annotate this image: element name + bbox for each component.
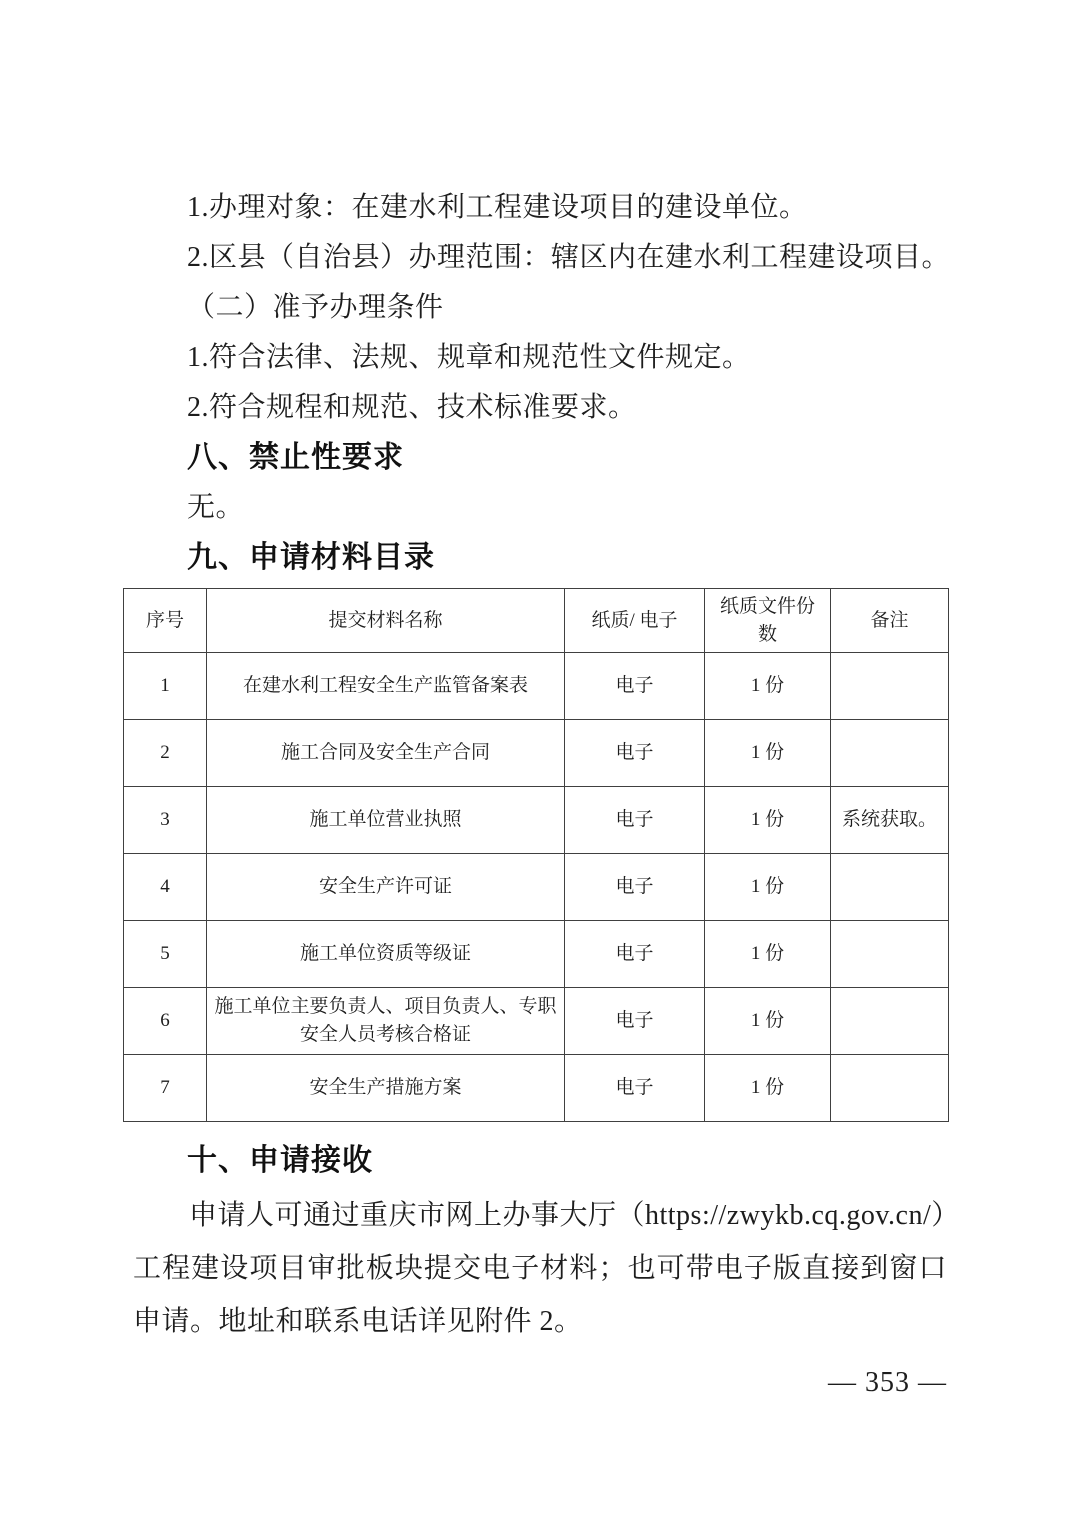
bottom-paragraph-block — [123, 1136, 960, 1398]
table-row — [124, 653, 949, 720]
paragraph-line: 申请。地址和联系电话详见附件 2。 — [133, 1306, 583, 1337]
table-row — [124, 787, 949, 854]
cell-name: 施工单位主要负责人、项目负责人、专职安全人员考核合格证 — [207, 988, 565, 1055]
cell-remark — [831, 921, 949, 988]
cell-copies: 1 份 — [705, 653, 831, 720]
materials-table — [123, 588, 949, 1122]
header-cell-name: 提交材料名称 — [207, 589, 565, 653]
header-cell-remark: 备注 — [831, 589, 949, 653]
cell-no: 7 — [124, 1055, 207, 1122]
paragraph-line: 2.符合规程和规范、技术标准要求。 — [187, 392, 637, 423]
paragraph-line: （二）准予办理条件 — [187, 292, 444, 323]
cell-copies: 1 份 — [705, 1055, 831, 1122]
cell-no: 2 — [124, 720, 207, 787]
cell-remark — [831, 653, 949, 720]
top-paragraph-block — [123, 183, 951, 583]
cell-medium: 电子 — [565, 854, 705, 921]
cell-name: 施工合同及安全生产合同 — [207, 720, 565, 787]
cell-copies: 1 份 — [705, 921, 831, 988]
cell-copies: 1 份 — [705, 787, 831, 854]
cell-name: 在建水利工程安全生产监管备案表 — [207, 653, 565, 720]
section-8-heading: 八、禁止性要求 — [187, 441, 404, 474]
cell-remark — [831, 988, 949, 1055]
cell-medium: 电子 — [565, 787, 705, 854]
cell-no: 5 — [124, 921, 207, 988]
header-cell-medium: 纸质/ 电子 — [565, 589, 705, 653]
cell-medium: 电子 — [565, 720, 705, 787]
cell-name: 施工单位资质等级证 — [207, 921, 565, 988]
cell-medium: 电子 — [565, 988, 705, 1055]
section-10-paragraph — [133, 1189, 960, 1348]
cell-no: 1 — [124, 653, 207, 720]
cell-copies: 1 份 — [705, 854, 831, 921]
cell-medium: 电子 — [565, 1055, 705, 1122]
section-10-heading: 十、申请接收 — [187, 1144, 373, 1177]
cell-remark — [831, 1055, 949, 1122]
cell-copies: 1 份 — [705, 720, 831, 787]
cell-name: 安全生产许可证 — [207, 854, 565, 921]
cell-no: 3 — [124, 787, 207, 854]
section-8-body: 无。 — [187, 492, 245, 523]
cell-medium: 电子 — [565, 653, 705, 720]
table-row — [124, 854, 949, 921]
paragraph-line: 1.符合法律、法规、规章和规范性文件规定。 — [187, 342, 751, 373]
cell-copies: 1 份 — [705, 988, 831, 1055]
section-9-heading: 九、申请材料目录 — [187, 541, 435, 574]
cell-no: 4 — [124, 854, 207, 921]
paragraph-line: 1.办理对象：在建水利工程建设项目的建设单位。 — [187, 192, 808, 223]
cell-remark — [831, 720, 949, 787]
table-row — [124, 720, 949, 787]
header-cell-copies: 纸质文件份数 — [705, 589, 831, 653]
table-row — [124, 988, 949, 1055]
paragraph-line: 2.区县（自治县）办理范围：辖区内在建水利工程建设项目。 — [187, 242, 951, 273]
cell-name: 安全生产措施方案 — [207, 1055, 565, 1122]
table-header-row — [124, 589, 949, 653]
paragraph-line: 工程建设项目审批板块提交电子材料；也可带电子版直接到窗口 — [133, 1253, 947, 1284]
paragraph-line: 申请人可通过重庆市网上办事大厅（https://zwykb.cq.gov.cn/） — [189, 1200, 960, 1231]
header-cell-no: 序号 — [124, 589, 207, 653]
cell-name: 施工单位营业执照 — [207, 787, 565, 854]
table-row — [124, 921, 949, 988]
cell-no: 6 — [124, 988, 207, 1055]
table-row — [124, 1055, 949, 1122]
cell-medium: 电子 — [565, 921, 705, 988]
cell-remark: 系统获取。 — [831, 787, 949, 854]
cell-remark — [831, 854, 949, 921]
page-number: — 353 — — [828, 1367, 947, 1398]
